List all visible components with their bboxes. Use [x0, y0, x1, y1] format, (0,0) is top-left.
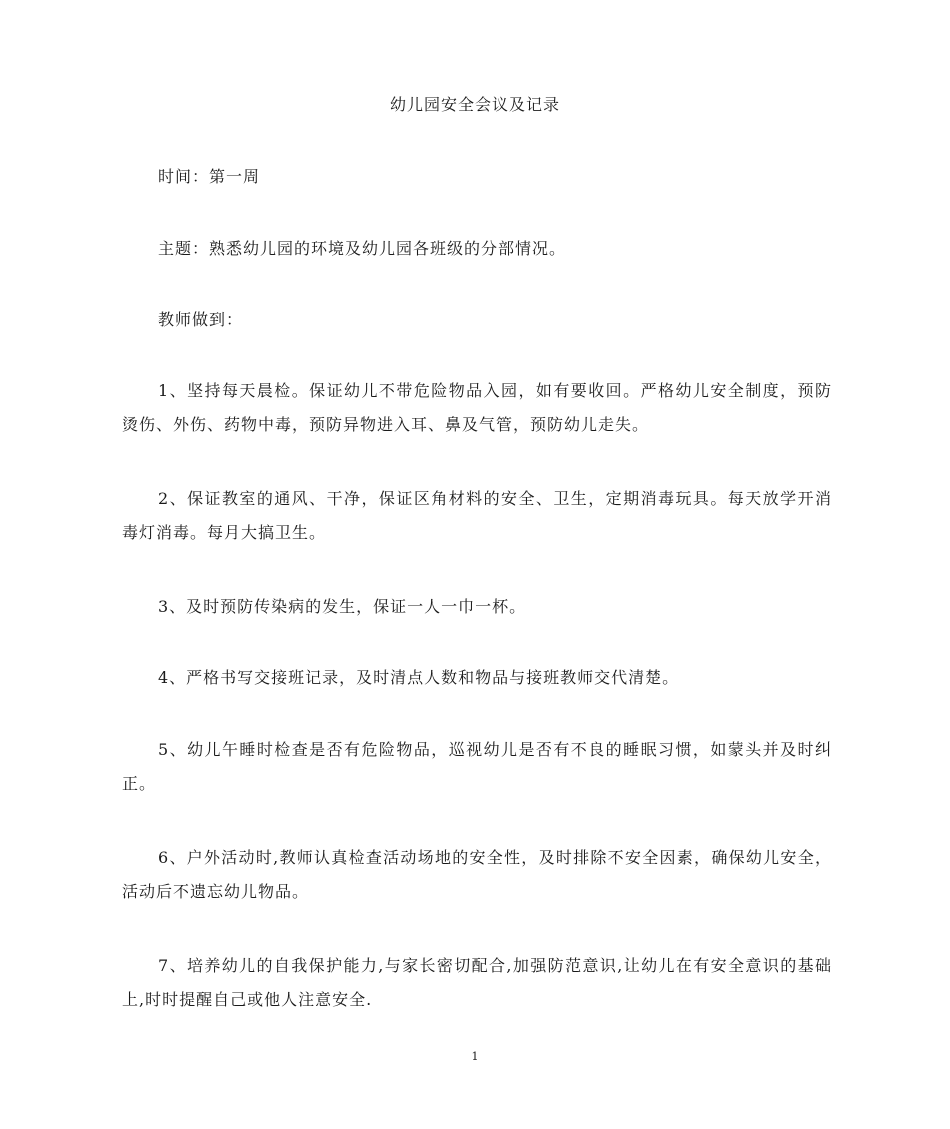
list-item: 7、培养幼儿的自我保护能力,与家长密切配合,加强防范意识,让幼儿在有安全意识的基础上,时时提醒自己或他人注意安全. — [122, 956, 832, 1009]
list-item: 2、保证教室的通风、干净，保证区角材料的安全、卫生，定期消毒玩具。每天放学开消毒灯消毒。每月大搞卫生。 — [122, 489, 832, 542]
meeting-time: 时间：第一周 — [158, 167, 261, 186]
list-item: 6、户外活动时,教师认真检查活动场地的安全性，及时排除不安全因素，确保幼儿安全，活动后不遗忘幼儿物品。 — [122, 848, 832, 901]
list-item: 4、严格书写交接班记录，及时清点人数和物品与接班教师交代清楚。 — [158, 668, 680, 687]
list-item: 1、坚持每天晨检。保证幼儿不带危险物品入园，如有要收回。严格幼儿安全制度，预防烫伤、外伤、药物中毒，预防异物进入耳、鼻及气管，预防幼儿走失。 — [122, 381, 832, 434]
list-item: 3、及时预防传染病的发生，保证一人一巾一杯。 — [158, 597, 527, 616]
list-item: 5、幼儿午睡时检查是否有危险物品，巡视幼儿是否有不良的睡眠习惯，如蒙头并及时纠正。 — [122, 740, 832, 793]
document-title: 幼儿园安全会议及记录 — [389, 95, 560, 114]
teacher-heading: 教师做到： — [158, 310, 244, 329]
page-number: 1 — [471, 1050, 479, 1063]
meeting-topic: 主题：熟悉幼儿园的环境及幼儿园各班级的分部情况。 — [158, 239, 567, 258]
